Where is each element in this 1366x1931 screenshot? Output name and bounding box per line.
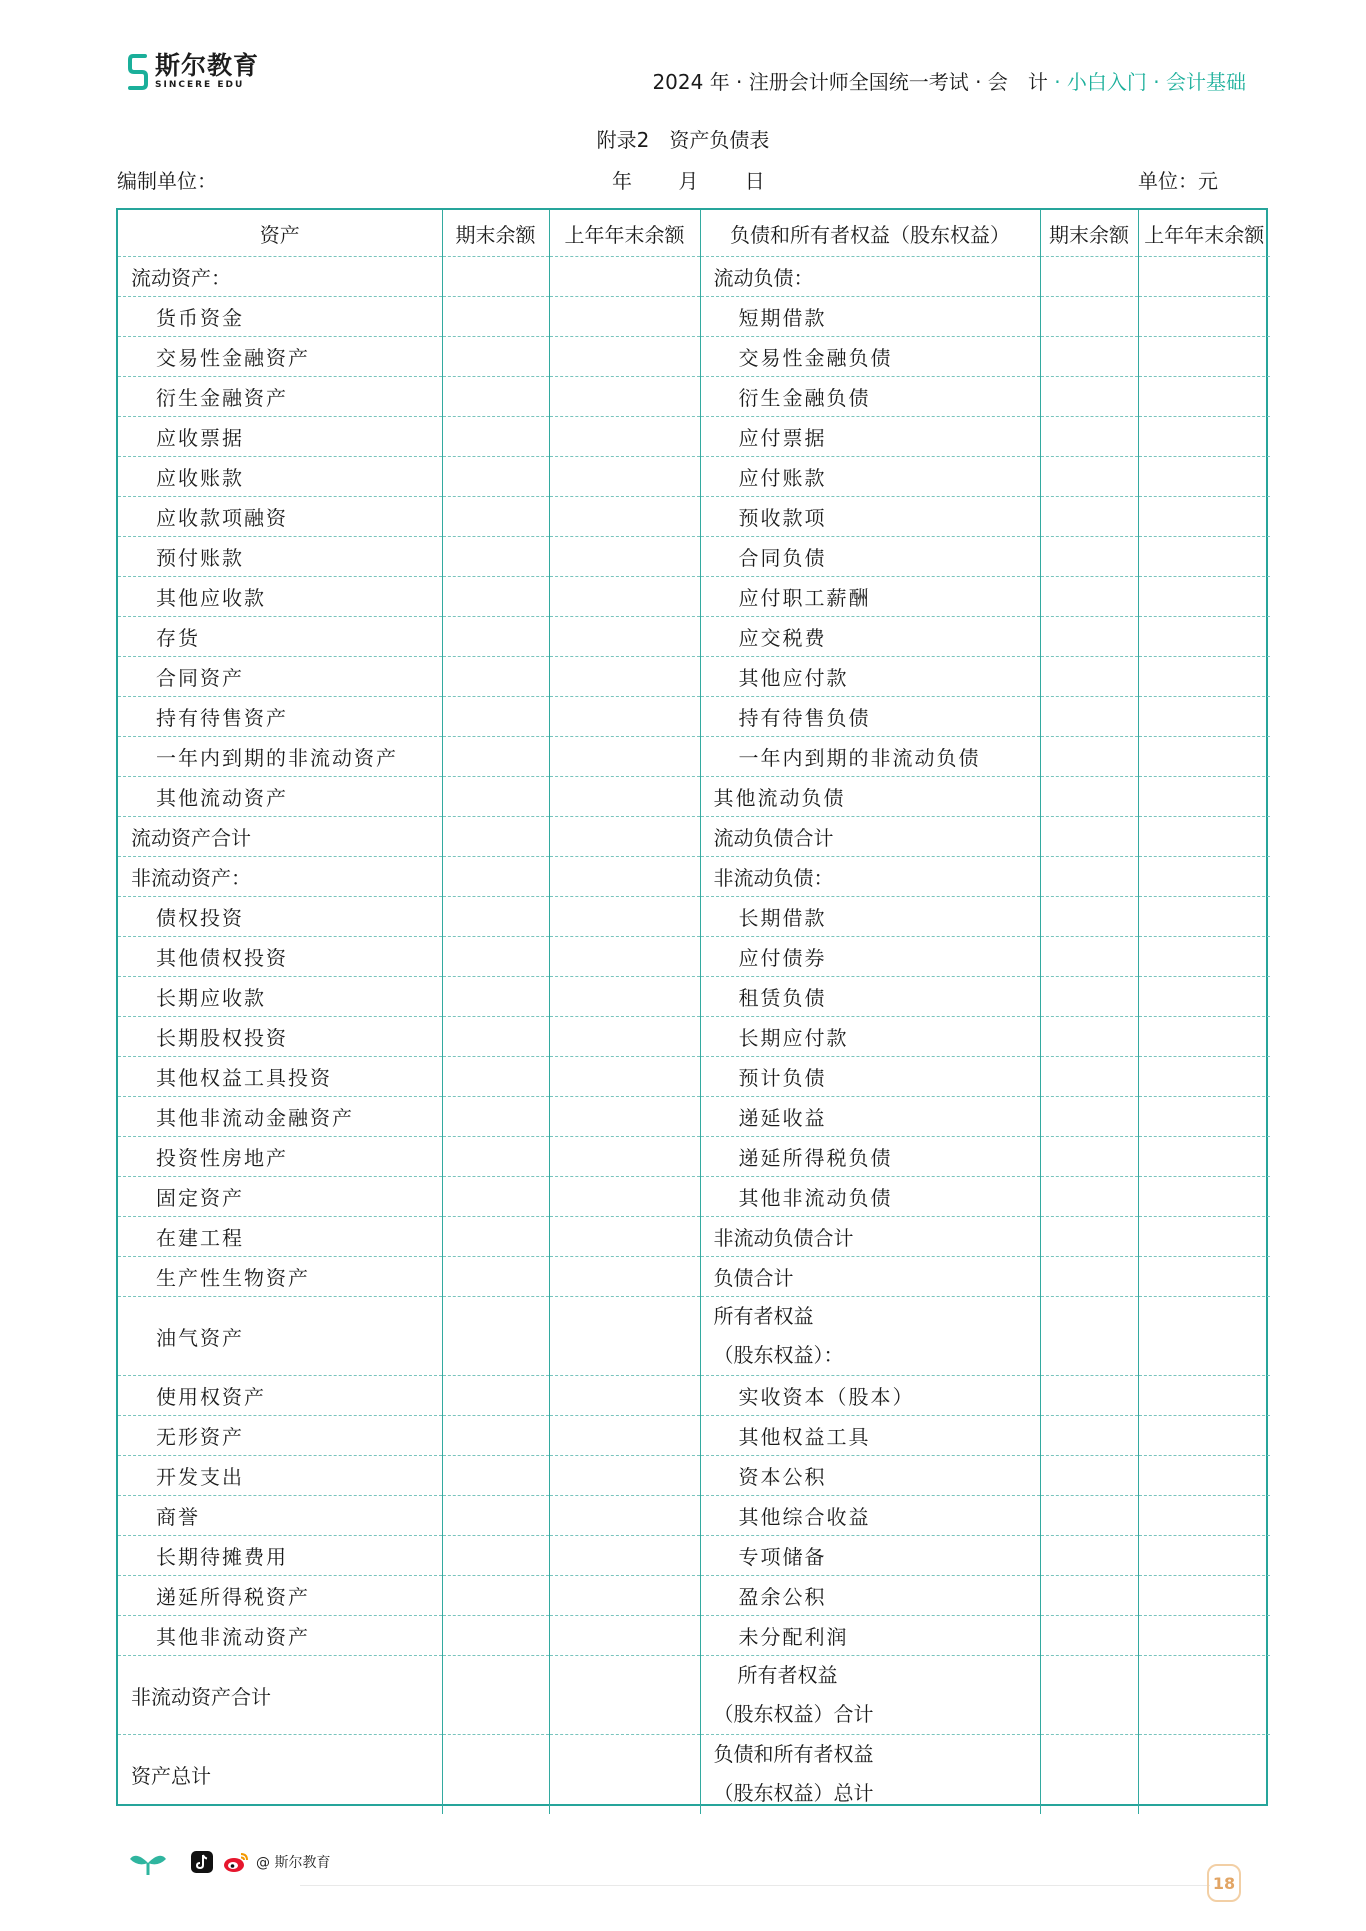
liability-item: 交易性金融负债 (700, 337, 1040, 377)
amount-cell[interactable] (1138, 897, 1270, 937)
equity-section-label (700, 1297, 1040, 1376)
table-row (118, 737, 1270, 777)
page-title: 附录2 资产负债表 (596, 128, 770, 152)
equity-subtotal-line2: （股东权益）合计 (713, 1702, 874, 1726)
amount-cell[interactable] (1040, 817, 1138, 857)
amount-cell[interactable] (442, 1017, 549, 1057)
amount-cell[interactable] (1040, 1257, 1138, 1297)
liability-item: 应付职工薪酬 (700, 577, 1040, 617)
amount-cell[interactable] (1040, 1177, 1138, 1217)
table-row (118, 1735, 1270, 1814)
amount-cell[interactable] (549, 617, 700, 657)
table-row (118, 1416, 1270, 1456)
amount-cell[interactable] (1138, 377, 1270, 417)
amount-cell[interactable] (1040, 497, 1138, 537)
amount-cell[interactable] (1040, 577, 1138, 617)
amount-cell[interactable] (1040, 777, 1138, 817)
amount-cell[interactable] (442, 297, 549, 337)
amount-cell[interactable] (549, 1097, 700, 1137)
equity-item: 实收资本（股本） (700, 1376, 1040, 1416)
amount-cell[interactable] (1138, 337, 1270, 377)
logo-mark-icon (127, 52, 149, 92)
asset-item: 存货 (118, 617, 442, 657)
table-row (118, 1177, 1270, 1217)
liability-item: 其他应付款 (700, 657, 1040, 697)
amount-cell[interactable] (1040, 297, 1138, 337)
amount-cell[interactable] (442, 577, 549, 617)
amount-cell[interactable] (1040, 1017, 1138, 1057)
amount-cell[interactable] (1040, 737, 1138, 777)
table-row (118, 1217, 1270, 1257)
amount-cell[interactable] (549, 1416, 700, 1456)
amount-cell[interactable] (1040, 1416, 1138, 1456)
amount-cell[interactable] (549, 1217, 700, 1257)
weibo-icon[interactable] (222, 1850, 250, 1874)
footer (128, 1847, 330, 1877)
amount-cell[interactable] (549, 1057, 700, 1097)
amount-cell[interactable] (1138, 297, 1270, 337)
amount-cell[interactable] (1138, 1576, 1270, 1616)
table-header-row (118, 210, 1270, 257)
table-row (118, 977, 1270, 1017)
liability-item: 应付票据 (700, 417, 1040, 457)
amount-cell[interactable] (1138, 577, 1270, 617)
amount-cell[interactable] (1138, 697, 1270, 737)
asset-item: 其他非流动金融资产 (118, 1097, 442, 1137)
table-row (118, 1097, 1270, 1137)
asset-item: 债权投资 (118, 897, 442, 937)
asset-item: 其他应收款 (118, 577, 442, 617)
amount-cell[interactable] (1040, 617, 1138, 657)
amount-cell[interactable] (1040, 1217, 1138, 1257)
liability-item: 预收款项 (700, 497, 1040, 537)
asset-subtotal: 非流动资产合计 (118, 1656, 442, 1735)
amount-cell[interactable] (442, 857, 549, 897)
amount-cell[interactable] (442, 377, 549, 417)
equity-item: 其他权益工具 (700, 1416, 1040, 1456)
asset-item: 其他非流动资产 (118, 1616, 442, 1656)
liability-item: 一年内到期的非流动负债 (700, 737, 1040, 777)
liability-item: 持有待售负债 (700, 697, 1040, 737)
column-header: 上年年末余额 (1138, 210, 1270, 257)
liability-item: 应交税费 (700, 617, 1040, 657)
amount-cell[interactable] (1040, 257, 1138, 297)
amount-cell[interactable] (1138, 497, 1270, 537)
amount-cell[interactable] (1138, 1536, 1270, 1576)
equity-item: 资本公积 (700, 1456, 1040, 1496)
table-row (118, 1057, 1270, 1097)
table-row (118, 1376, 1270, 1416)
amount-cell[interactable] (442, 1297, 549, 1376)
footer-divider (300, 1885, 1210, 1886)
asset-item: 货币资金 (118, 297, 442, 337)
liability-item: 衍生金融负债 (700, 377, 1040, 417)
amount-cell[interactable] (549, 1297, 700, 1376)
amount-cell[interactable] (1138, 417, 1270, 457)
amount-cell[interactable] (549, 697, 700, 737)
table-row (118, 1616, 1270, 1656)
asset-subtotal: 流动资产合计 (118, 817, 442, 857)
amount-cell[interactable] (1040, 1576, 1138, 1616)
asset-item: 应收款项融资 (118, 497, 442, 537)
amount-cell[interactable] (1138, 1456, 1270, 1496)
amount-cell[interactable] (442, 617, 549, 657)
asset-item: 其他债权投资 (118, 937, 442, 977)
amount-cell[interactable] (442, 1257, 549, 1297)
amount-cell[interactable] (549, 1177, 700, 1217)
liability-item: 应付债券 (700, 937, 1040, 977)
amount-cell[interactable] (549, 657, 700, 697)
amount-cell[interactable] (442, 977, 549, 1017)
amount-cell[interactable] (1040, 1376, 1138, 1416)
asset-item: 长期股权投资 (118, 1017, 442, 1057)
table-row (118, 1017, 1270, 1057)
column-header: 资产 (118, 210, 442, 257)
asset-item: 应收账款 (118, 457, 442, 497)
amount-cell[interactable] (1138, 857, 1270, 897)
amount-cell[interactable] (549, 1496, 700, 1536)
logo-en: SINCERE EDU (155, 80, 245, 90)
amount-cell[interactable] (1040, 1137, 1138, 1177)
asset-item: 其他流动资产 (118, 777, 442, 817)
amount-cell[interactable] (1040, 977, 1138, 1017)
amount-cell[interactable] (549, 337, 700, 377)
amount-cell[interactable] (549, 297, 700, 337)
amount-cell[interactable] (1138, 1656, 1270, 1735)
amount-cell[interactable] (1138, 1257, 1270, 1297)
page-number: 18 (1207, 1864, 1241, 1902)
logo-cn: 斯尔教育 (155, 51, 260, 80)
amount-cell[interactable] (442, 1177, 549, 1217)
balance-sheet-table (116, 208, 1268, 1806)
amount-cell[interactable] (549, 1017, 700, 1057)
amount-cell[interactable] (549, 897, 700, 937)
amount-cell[interactable] (1040, 1057, 1138, 1097)
asset-item: 生产性生物资产 (118, 1257, 442, 1297)
amount-cell[interactable] (1138, 257, 1270, 297)
asset-item: 其他权益工具投资 (118, 1057, 442, 1097)
amount-cell[interactable] (1040, 1735, 1138, 1814)
table-row (118, 377, 1270, 417)
amount-cell[interactable] (442, 417, 549, 457)
amount-cell[interactable] (442, 1376, 549, 1416)
amount-cell[interactable] (442, 1536, 549, 1576)
amount-cell[interactable] (549, 857, 700, 897)
table-row (118, 1456, 1270, 1496)
liability-item: 递延所得税负债 (700, 1137, 1040, 1177)
asset-section-label: 流动资产： (118, 257, 442, 297)
logo (127, 52, 259, 92)
amount-cell[interactable] (549, 1536, 700, 1576)
amount-cell[interactable] (549, 1376, 700, 1416)
currency-unit-label: 单位：元 (1138, 169, 1218, 193)
amount-cell[interactable] (1138, 1177, 1270, 1217)
amount-cell[interactable] (549, 1576, 700, 1616)
amount-cell[interactable] (549, 737, 700, 777)
asset-item: 无形资产 (118, 1416, 442, 1456)
equity-subtotal (700, 1656, 1040, 1735)
amount-cell[interactable] (442, 1735, 549, 1814)
asset-item: 预付账款 (118, 537, 442, 577)
table-row (118, 657, 1270, 697)
asset-item: 固定资产 (118, 1177, 442, 1217)
amount-cell[interactable] (1138, 777, 1270, 817)
asset-item: 衍生金融资产 (118, 377, 442, 417)
equity-subtotal-line1: 所有者权益 (737, 1663, 838, 1687)
table-row (118, 937, 1270, 977)
table-row (118, 537, 1270, 577)
amount-cell[interactable] (1040, 937, 1138, 977)
amount-cell[interactable] (1040, 1097, 1138, 1137)
grand-total-line2: （股东权益）总计 (713, 1781, 874, 1806)
table-row (118, 1656, 1270, 1735)
header-exam: 2024 年 · 注册会计师全国统一考试 · 会 计 (652, 70, 1048, 94)
table-row (118, 617, 1270, 657)
grand-total-line1: 负债和所有者权益 (713, 1742, 874, 1767)
date-label: 年 月 日 (612, 169, 765, 193)
amount-cell[interactable] (1040, 1297, 1138, 1376)
equity-item: 专项储备 (700, 1536, 1040, 1576)
liability-equity-total (700, 1735, 1040, 1814)
table-row (118, 1576, 1270, 1616)
asset-item: 使用权资产 (118, 1376, 442, 1416)
liability-item: 短期借款 (700, 297, 1040, 337)
equity-item: 盈余公积 (700, 1576, 1040, 1616)
table-row (118, 457, 1270, 497)
amount-cell[interactable] (1040, 1456, 1138, 1496)
asset-item: 应收票据 (118, 417, 442, 457)
asset-item: 交易性金融资产 (118, 337, 442, 377)
asset-item: 在建工程 (118, 1217, 442, 1257)
table-row (118, 1297, 1270, 1376)
asset-item: 油气资产 (118, 1297, 442, 1376)
amount-cell[interactable] (442, 1416, 549, 1456)
liability-subtotal: 流动负债合计 (700, 817, 1040, 857)
amount-cell[interactable] (1138, 1057, 1270, 1097)
table-row (118, 857, 1270, 897)
asset-item: 递延所得税资产 (118, 1576, 442, 1616)
amount-cell[interactable] (442, 737, 549, 777)
amount-cell[interactable] (549, 777, 700, 817)
compiling-unit-label: 编制单位： (117, 169, 217, 193)
asset-item: 投资性房地产 (118, 1137, 442, 1177)
liability-total: 负债合计 (700, 1257, 1040, 1297)
amount-cell[interactable] (1040, 697, 1138, 737)
amount-cell[interactable] (549, 497, 700, 537)
amount-cell[interactable] (549, 1456, 700, 1496)
amount-cell[interactable] (442, 777, 549, 817)
amount-cell[interactable] (1138, 457, 1270, 497)
equity-section-line2: （股东权益）： (713, 1343, 844, 1367)
amount-cell[interactable] (1138, 1097, 1270, 1137)
amount-cell[interactable] (1138, 617, 1270, 657)
amount-cell[interactable] (549, 817, 700, 857)
liability-item: 长期应付款 (700, 1017, 1040, 1057)
equity-item: 其他综合收益 (700, 1496, 1040, 1536)
amount-cell[interactable] (1040, 657, 1138, 697)
table-row (118, 1536, 1270, 1576)
asset-item: 长期应收款 (118, 977, 442, 1017)
amount-cell[interactable] (549, 577, 700, 617)
column-header: 期末余额 (442, 210, 549, 257)
asset-total: 资产总计 (118, 1735, 442, 1814)
liability-item: 其他流动负债 (700, 777, 1040, 817)
equity-section-line1: 所有者权益 (713, 1304, 814, 1328)
amount-cell[interactable] (549, 1735, 700, 1814)
amount-cell[interactable] (1138, 977, 1270, 1017)
asset-item: 一年内到期的非流动资产 (118, 737, 442, 777)
table-row (118, 817, 1270, 857)
amount-cell[interactable] (442, 1217, 549, 1257)
table-row (118, 1137, 1270, 1177)
liability-item: 其他非流动负债 (700, 1177, 1040, 1217)
asset-item: 开发支出 (118, 1456, 442, 1496)
liability-subtotal: 非流动负债合计 (700, 1217, 1040, 1257)
amount-cell[interactable] (442, 457, 549, 497)
table-row (118, 257, 1270, 297)
amount-cell[interactable] (442, 337, 549, 377)
amount-cell[interactable] (549, 457, 700, 497)
table-row (118, 1257, 1270, 1297)
column-header: 期末余额 (1040, 210, 1138, 257)
amount-cell[interactable] (1138, 1217, 1270, 1257)
liability-item: 租赁负债 (700, 977, 1040, 1017)
amount-cell[interactable] (442, 257, 549, 297)
amount-cell[interactable] (442, 937, 549, 977)
table-row (118, 577, 1270, 617)
table-row (118, 1496, 1270, 1536)
asset-item: 长期待摊费用 (118, 1536, 442, 1576)
amount-cell[interactable] (549, 977, 700, 1017)
amount-cell[interactable] (442, 1616, 549, 1656)
amount-cell[interactable] (442, 497, 549, 537)
amount-cell[interactable] (1138, 1416, 1270, 1456)
asset-item: 持有待售资产 (118, 697, 442, 737)
amount-cell[interactable] (442, 1576, 549, 1616)
amount-cell[interactable] (549, 1137, 700, 1177)
amount-cell[interactable] (442, 1097, 549, 1137)
liability-item: 应付账款 (700, 457, 1040, 497)
amount-cell[interactable] (442, 537, 549, 577)
amount-cell[interactable] (1040, 417, 1138, 457)
amount-cell[interactable] (442, 1456, 549, 1496)
amount-cell[interactable] (549, 937, 700, 977)
amount-cell[interactable] (1138, 1735, 1270, 1814)
douyin-icon[interactable] (190, 1850, 214, 1874)
table-row (118, 777, 1270, 817)
liability-item: 预计负债 (700, 1057, 1040, 1097)
table-row (118, 697, 1270, 737)
table-row (118, 297, 1270, 337)
liability-item: 递延收益 (700, 1097, 1040, 1137)
amount-cell[interactable] (549, 1656, 700, 1735)
amount-cell[interactable] (1040, 537, 1138, 577)
amount-cell[interactable] (1138, 657, 1270, 697)
amount-cell[interactable] (1040, 1536, 1138, 1576)
amount-cell[interactable] (1040, 377, 1138, 417)
asset-section-label: 非流动资产： (118, 857, 442, 897)
liability-section-label: 非流动负债： (700, 857, 1040, 897)
amount-cell[interactable] (442, 697, 549, 737)
amount-cell[interactable] (1040, 1656, 1138, 1735)
amount-cell[interactable] (1138, 1297, 1270, 1376)
amount-cell[interactable] (1138, 937, 1270, 977)
amount-cell[interactable] (549, 257, 700, 297)
amount-cell[interactable] (1138, 1616, 1270, 1656)
amount-cell[interactable] (1138, 1017, 1270, 1057)
amount-cell[interactable] (1138, 537, 1270, 577)
amount-cell[interactable] (442, 657, 549, 697)
amount-cell[interactable] (1138, 737, 1270, 777)
amount-cell[interactable] (442, 1057, 549, 1097)
amount-cell[interactable] (549, 377, 700, 417)
asset-item: 合同资产 (118, 657, 442, 697)
amount-cell[interactable] (1040, 857, 1138, 897)
amount-cell[interactable] (1040, 337, 1138, 377)
column-header: 负债和所有者权益（股东权益） (700, 210, 1040, 257)
equity-item: 未分配利润 (700, 1616, 1040, 1656)
sprout-icon (128, 1847, 168, 1877)
amount-cell[interactable] (1138, 1137, 1270, 1177)
liability-item: 合同负债 (700, 537, 1040, 577)
amount-cell[interactable] (549, 537, 700, 577)
amount-cell[interactable] (1138, 1376, 1270, 1416)
amount-cell[interactable] (1138, 1496, 1270, 1536)
table-row (118, 337, 1270, 377)
table-row (118, 497, 1270, 537)
amount-cell[interactable] (549, 1257, 700, 1297)
amount-cell[interactable] (442, 1137, 549, 1177)
amount-cell[interactable] (1040, 457, 1138, 497)
liability-section-label: 流动负债： (700, 257, 1040, 297)
amount-cell[interactable] (549, 1616, 700, 1656)
amount-cell[interactable] (442, 1496, 549, 1536)
amount-cell[interactable] (442, 1656, 549, 1735)
header-course-title (652, 66, 1246, 95)
social-handle: @ 斯尔教育 (256, 1855, 331, 1871)
amount-cell[interactable] (442, 817, 549, 857)
amount-cell[interactable] (1138, 817, 1270, 857)
liability-item: 长期借款 (700, 897, 1040, 937)
amount-cell[interactable] (1040, 897, 1138, 937)
table-row (118, 897, 1270, 937)
header-course: · 小白入门 · 会计基础 (1047, 70, 1246, 94)
table-row (118, 417, 1270, 457)
amount-cell[interactable] (1040, 1496, 1138, 1536)
amount-cell[interactable] (549, 417, 700, 457)
column-header: 上年年末余额 (549, 210, 700, 257)
amount-cell[interactable] (442, 897, 549, 937)
amount-cell[interactable] (1040, 1616, 1138, 1656)
asset-item: 商誉 (118, 1496, 442, 1536)
